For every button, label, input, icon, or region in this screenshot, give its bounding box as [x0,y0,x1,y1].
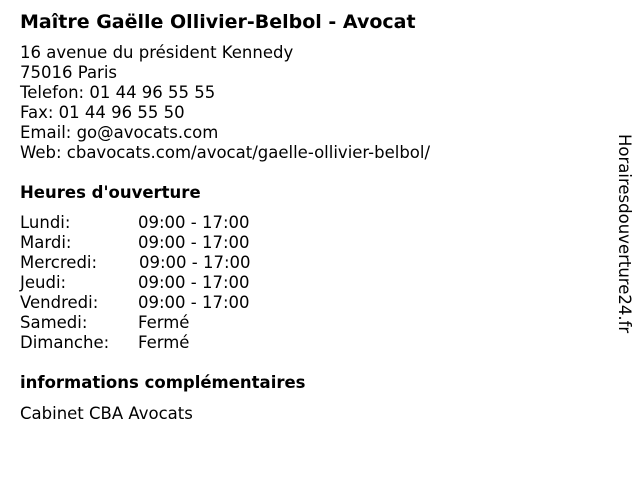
day-hours: Fermé [138,333,190,352]
address-city: 75016 Paris [20,63,118,82]
day-label: Mardi: [20,233,72,252]
opening-hours-heading: Heures d'ouverture [20,183,201,202]
additional-info-text: Cabinet CBA Avocats [20,404,193,423]
day-hours: 09:00 - 17:00 [138,213,250,232]
page-title: Maître Gaëlle Ollivier-Belbol - Avocat [20,11,416,33]
phone-number: Telefon: 01 44 96 55 55 [20,83,216,102]
day-label: Mercredi: [20,253,98,272]
day-hours: 09:00 - 17:00 [138,273,250,292]
website-address: Web: cbavocats.com/avocat/gaelle-ollivier-belbol/ [20,143,431,162]
day-hours: 09:00 - 17:00 [138,233,250,252]
day-label: Lundi: [20,213,71,232]
site-watermark-text: Horairesdouverture24.fr [615,134,634,334]
day-label: Samedi: [20,313,88,332]
email-address: Email: go@avocats.com [20,123,219,142]
site-watermark [614,134,634,354]
contact-block [20,43,430,163]
additional-info-heading: informations complémentaires [20,373,306,392]
day-hours: 09:00 - 17:00 [138,293,250,312]
address-street: 16 avenue du président Kennedy [20,43,294,62]
day-hours: Fermé [138,313,190,332]
day-hours: 09:00 - 17:00 [139,253,251,272]
day-label: Vendredi: [20,293,99,312]
day-label: Jeudi: [20,273,67,292]
day-label: Dimanche: [20,333,110,352]
fax-number: Fax: 01 44 96 55 50 [20,103,185,122]
